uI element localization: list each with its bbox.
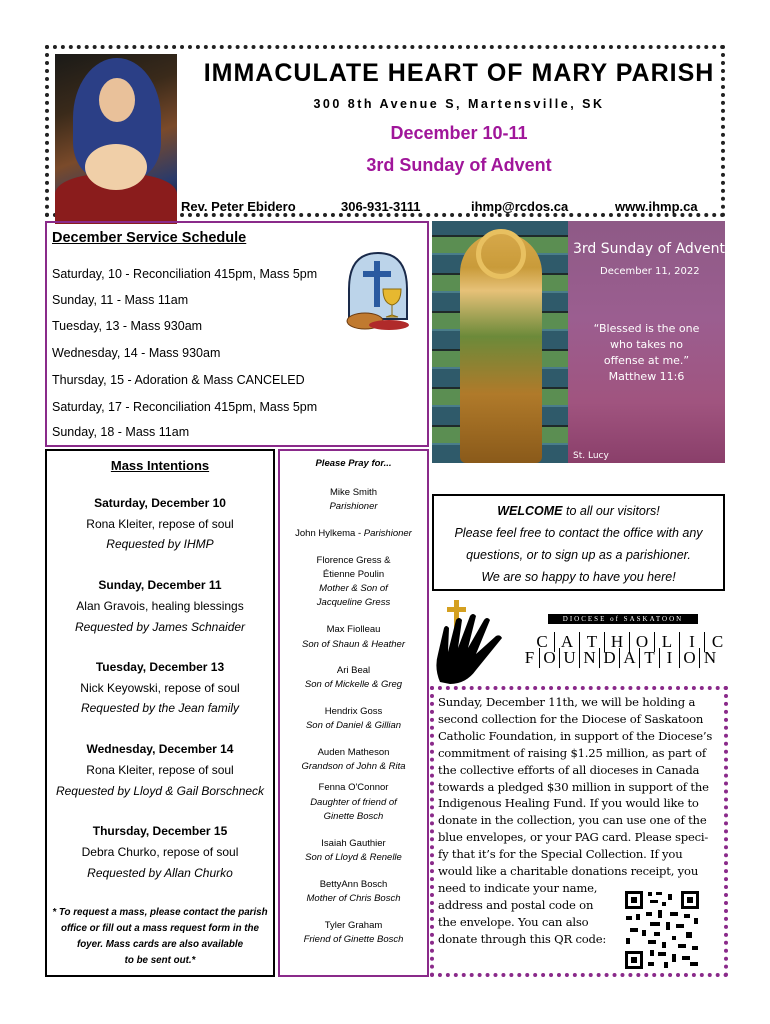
intention-text: Alan Gravois, healing blessings [76, 599, 244, 613]
prayer-name: Hendrix Goss [324, 706, 383, 717]
prayer-relation: Friend of Ginette Bosch [303, 934, 404, 945]
intention-requester: Requested by Lloyd & Gail Borschneck [55, 784, 265, 798]
bulletin-date: December 10-11 [390, 123, 528, 143]
prayer-relation: Grandson of John & Rita [301, 761, 406, 772]
collection-line: donate through this QR code: [438, 931, 607, 946]
schedule-item: Sunday, 11 - Mass 11am [52, 293, 189, 307]
prayer-relation: Son of Shaun & Heather [302, 639, 405, 650]
collection-line: Sunday, December 11th, we will be holding a [438, 695, 696, 709]
prayer-name: John Hylkema - [295, 528, 364, 539]
prayer-relation: Daughter of friend of [310, 797, 397, 808]
intention-day: Saturday, December 10 [94, 496, 226, 510]
parish-address: 300 8th Avenue S, Martensville, SK [313, 97, 605, 111]
collection-line: fy that it’s for the Special Collection. If you [438, 847, 683, 862]
collection-line: donate in the collection, you can use one of the [438, 813, 707, 828]
prayer-relation: Ginette Bosch [323, 811, 384, 822]
prayer-name: Max Fiolleau [326, 624, 381, 635]
schedule-item: Wednesday, 14 - Mass 930am [52, 346, 221, 360]
collection-line: need to indicate your name, [438, 880, 598, 895]
welcome-line: We are so happy to have you here! [481, 570, 676, 584]
intention-day: Wednesday, December 14 [86, 742, 234, 756]
prayer-relation: Son of Daniel & Gillian [305, 720, 402, 731]
welcome-line: questions, or to sign up as a parishioner. [466, 548, 691, 562]
advent-stained-glass-image [432, 221, 726, 477]
prayer-name: Mike Smith [330, 487, 377, 498]
schedule-item: Saturday, 10 - Reconciliation 415pm, Mass 5pm [52, 267, 318, 281]
welcome-line: Please feel free to contact the office with any [454, 526, 703, 540]
feast-day: Feast Day: December 13 [573, 467, 684, 477]
prayer-relation: Mother of Chris Bosch [306, 893, 401, 904]
prayer-list [278, 449, 429, 977]
prayer-name: Isaiah Gauthier [321, 838, 386, 849]
collection-line: towards a pledged $30 million in support of the [438, 779, 709, 794]
email-address[interactable]: ihmp@rcdos.ca [471, 199, 569, 214]
advent-image-date: December 11, 2022 [600, 266, 700, 277]
prayer-entry [280, 528, 427, 539]
prayer-relation: Jacqueline Gress [316, 597, 391, 608]
intention-requester: Requested by IHMP [106, 537, 214, 551]
prayer-name: BettyAnn Bosch [319, 879, 388, 890]
advent-quote-line: who takes no [610, 338, 683, 351]
collection-line: commitment of raising $1.25 million, as part of [438, 745, 707, 760]
advent-quote-line: offense at me.” [603, 354, 690, 367]
diocese-label: DIOCESE of SASKATOON [548, 614, 698, 624]
prayer-relation: Parishioner [363, 528, 412, 539]
service-schedule [45, 221, 429, 447]
parish-title: IMMACULATE HEART OF MARY PARISH [203, 59, 715, 87]
intention-day: Sunday, December 11 [98, 578, 222, 592]
prayer-name: Tyler Graham [324, 920, 383, 931]
welcome-text: to all our visitors! [562, 504, 660, 518]
collection-line: the envelope. You can also [438, 914, 589, 929]
madonna-and-child-image [55, 54, 177, 219]
catholic-wordmark: C A T H O L I C [530, 632, 730, 652]
prayer-name: Étienne Poulin [322, 569, 385, 580]
schedule-item: Tuesday, 13 - Mass 930am [52, 319, 203, 333]
intention-requester: Requested by the Jean family [80, 701, 240, 715]
hand-cross-icon [430, 598, 520, 686]
prayer-name: Fenna O'Connor [318, 782, 389, 793]
website-link[interactable]: www.ihmp.ca [615, 199, 698, 214]
prayer-name: Auden Matheson [317, 747, 390, 758]
intention-text: Rona Kleiter, repose of soul [86, 763, 234, 777]
intention-day: Tuesday, December 13 [95, 660, 225, 674]
parish-header [45, 45, 725, 217]
special-collection-box [430, 686, 728, 977]
intention-text: Nick Keyowski, repose of soul [80, 681, 240, 695]
intention-day: Thursday, December 15 [92, 824, 228, 838]
mass-request-note [51, 905, 269, 969]
schedule-item: Saturday, 17 - Reconciliation 415pm, Mass 5pm [52, 400, 318, 414]
welcome-box [432, 494, 725, 591]
note-line: office or fill out a mass request form in the [61, 923, 259, 934]
intentions-title: Mass Intentions [110, 458, 210, 473]
note-line: to be sent out.* [124, 955, 196, 966]
phone-number[interactable]: 306-931-3111 [341, 199, 421, 214]
advent-quote-line: “Blessed is the one [593, 322, 700, 335]
collection-line: second collection for the Diocese of Saskatoon [438, 711, 704, 726]
collection-line: Indigenous Healing Fund. If you would like to [438, 796, 699, 811]
pastor-name: Rev. Peter Ebidero [181, 199, 296, 214]
note-line: foyer. Mass cards are also available [76, 939, 244, 950]
collection-line: address and postal code on [438, 897, 594, 912]
prayer-list-title: Please Pray for... [315, 458, 392, 469]
welcome-line [434, 504, 723, 518]
mass-intentions [45, 449, 275, 977]
advent-quote-line: Matthew 11:6 [608, 370, 685, 383]
welcome-heading: WELCOME [497, 504, 563, 518]
catholic-foundation-logo [430, 598, 730, 686]
saint-name: St. Lucy [573, 451, 609, 461]
prayer-relation: Mother & Son of [319, 583, 388, 594]
donation-qr-code[interactable] [624, 890, 700, 970]
prayer-relation: Parishioner [329, 501, 378, 512]
prayer-name: Ari Beal [336, 665, 371, 676]
collection-line: would like a charitable donations receipt, you [438, 864, 699, 879]
collection-line: blue envelopes, or your PAG card. Please speci- [438, 830, 709, 845]
intention-text: Rona Kleiter, repose of soul [86, 517, 234, 531]
note-line: * To request a mass, please contact the parish [52, 907, 268, 918]
prayer-relation: Son of Mickelle & Greg [304, 679, 403, 690]
intention-requester: Requested by Allan Churko [87, 866, 233, 880]
intention-requester: Requested by James Schnaider [74, 620, 246, 634]
foundation-wordmark: F O U N D A T I O N [520, 648, 730, 668]
schedule-item: Thursday, 15 - Adoration & Mass CANCELED [52, 373, 305, 387]
church-chalice-icon [343, 249, 413, 333]
schedule-item: Sunday, 18 - Mass 11am [52, 425, 190, 439]
liturgical-sunday: 3rd Sunday of Advent [366, 155, 552, 175]
prayer-relation: Son of Lloyd & Renelle [305, 852, 402, 863]
prayer-name: Florence Gress & [316, 555, 391, 566]
intention-text: Debra Churko, repose of soul [81, 845, 239, 859]
collection-line: the collective efforts of all dioceses in Canada [438, 762, 700, 777]
advent-image-title: 3rd Sunday of Advent [573, 241, 726, 257]
collection-line: Catholic Foundation, in support of the Diocese’s [438, 728, 713, 743]
schedule-title: December Service Schedule [52, 230, 247, 246]
